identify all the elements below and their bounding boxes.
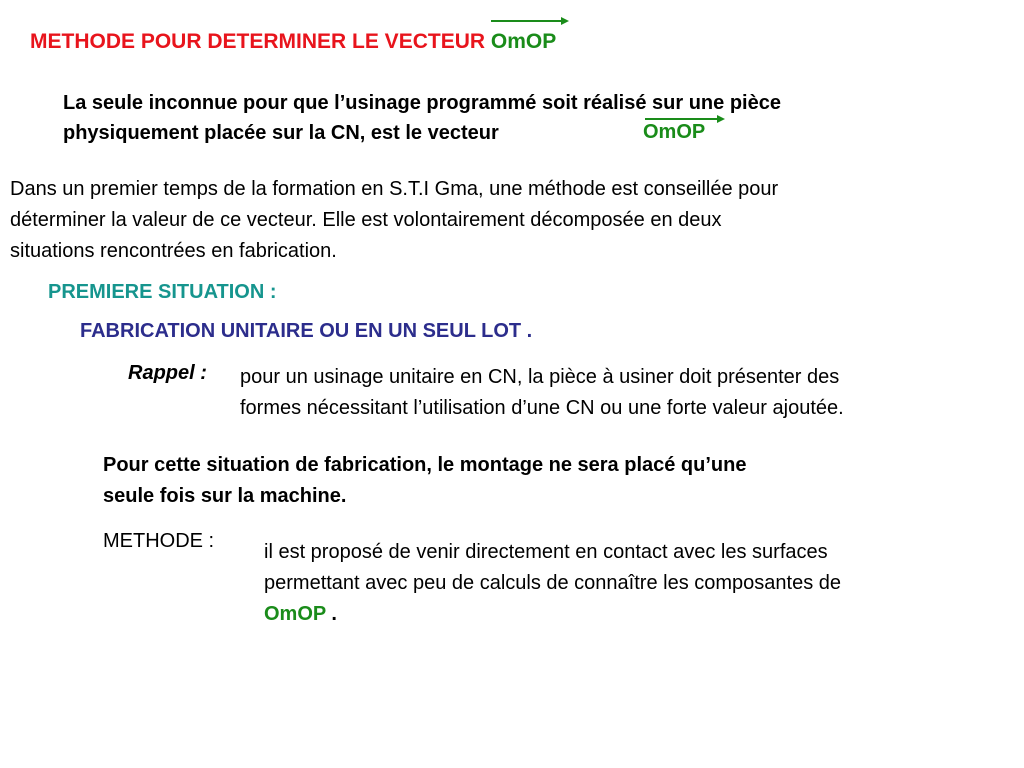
rappel-text [240, 362, 844, 424]
methode-line-3 [264, 599, 841, 630]
intro-vector-label: OmOP [643, 121, 706, 143]
vector-arrow-icon [643, 113, 725, 125]
page-title [30, 30, 556, 54]
rappel-label: Rappel : [128, 362, 207, 384]
paragraph-line-1: Dans un premier temps de la formation en S.T.I Gma, une méthode est conseillée pour [10, 178, 779, 200]
paragraph-line-2: déterminer la valeur de ce vecteur. Elle est volontairement décomposée en deux [10, 209, 722, 231]
methode-line-1: il est proposé de venir directement en contact avec les surfaces [264, 541, 828, 563]
vector-arrow-icon [489, 14, 569, 28]
main-paragraph [10, 174, 778, 267]
intro-line-2: physiquement placée sur la CN, est le vecteur [63, 122, 499, 144]
rappel-line-1: pour un usinage unitaire en CN, la pièce à usiner doit présenter des [240, 366, 840, 388]
paragraph-line-3: situations rencontrées en fabrication. [10, 240, 337, 262]
methode-end: . [325, 603, 337, 625]
title-text: METHODE POUR DETERMINER LE VECTEUR [30, 30, 486, 53]
section-heading: PREMIERE SITUATION : [48, 281, 277, 303]
methode-line-2: permettant avec peu de calculs de connaître les composantes de [264, 572, 842, 594]
rappel-line-2: formes nécessitant l’utilisation d’une CN ou une forte valeur ajoutée. [240, 397, 844, 419]
methode-label: METHODE : [103, 530, 215, 552]
intro-vector [643, 121, 705, 144]
methode-text [264, 537, 841, 630]
situation-line-1: Pour cette situation de fabrication, le montage ne sera placé qu’une [103, 454, 747, 476]
title-vector-label: OmOP [490, 30, 557, 53]
situation-paragraph [103, 450, 746, 512]
intro-line-1: La seule inconnue pour que l’usinage programmé soit réalisé sur une pièce [63, 92, 781, 114]
title-vector [491, 30, 556, 54]
situation-line-2: seule fois sur la machine. [103, 485, 347, 507]
methode-vector: OmOP [264, 603, 326, 625]
section-subheading: FABRICATION UNITAIRE OU EN UN SEUL LOT . [80, 320, 533, 342]
